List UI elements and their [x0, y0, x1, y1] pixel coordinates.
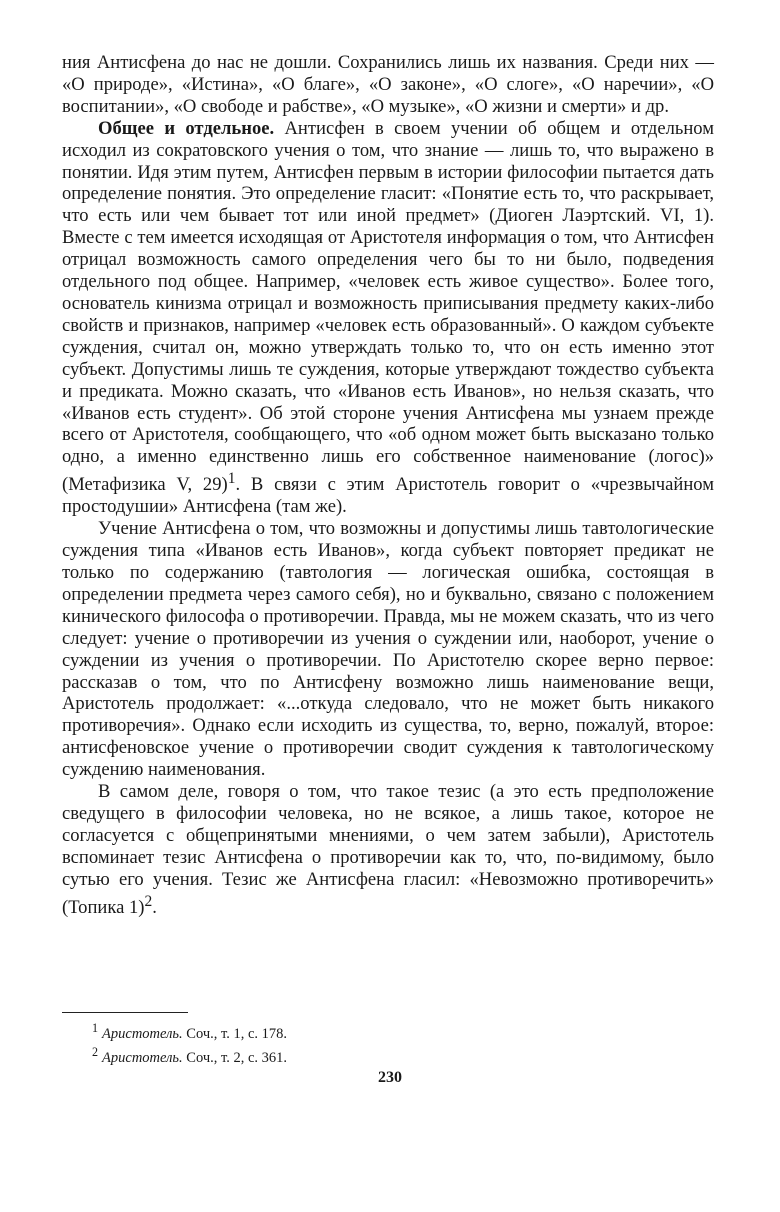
- paragraph: [62, 52, 714, 118]
- footnote-divider: [62, 1012, 188, 1013]
- footnote-author: Аристотель.: [102, 1050, 183, 1067]
- footnote-mark: 2: [92, 1045, 99, 1060]
- paragraph-text: ния Антисфена до нас не дошли. Сохранились лишь их названия. Среди них — «О природе», «Истина», «О благе», «О законе», «О слоге», «О наречии», «О воспитании», «О свободе и рабстве», «О музыке», «О жизни и смерти» и др.: [62, 52, 714, 117]
- footnotes: [62, 1019, 714, 1068]
- paragraph-text: Антисфен в своем учении об общем и отдельном исходил из сократовского учения о том, что знание — лишь то, что выражено в понятии. Идя этим путем, Антисфен первым в истории философии пытается дать определение понятия. Это определение гласит: «Понятие есть то, что раскрывает, что есть или чем бывает тот или иной предмет» (Диоген Лаэртский. VI, 1). Вместе с тем имеется исходящая от Аристотеля информация о том, что Антисфен отрицал возможность самого определения чего бы то ни было, подведения отдельного под общее. Например, «человек есть живое существо». Более того, основатель кинизма отрицал и возможность приписывания предмету каких-либо свойств и признаков, например «человек есть образованный». О каждом субъекте суждения, считал он, можно утверждать только то, что он есть именно этот субъект. Допустимы лишь те суждения, которые утверждают тождество субъекта и предиката. Можно сказать, что «Иванов есть Иванов», но нельзя сказать, что «Иванов есть студент». Об этой стороне учения Антисфена мы узнаем прежде всего от Аристотеля, сообщающего, что «об одном может быть высказано только одно, а именно единственно лишь его собственное наименование (логос)» (Метафизика V, 29): [62, 117, 714, 496]
- paragraph-text: Учение Антисфена о том, что возможны и допустимы лишь тавтологические суждения типа «Иванов есть Иванов», когда субъект повторяет предикат не только по содержанию (тавтология — логическая ошибка, состоящая в определении предмета через самого себя), но и буквально, связано с положением кинического философа о противоречии. Правда, мы не можем сказать, что из чего следует: учение о противоречии из учения о суждении или, наоборот, учение о суждении из учения о противоречии. По Аристотелю скорее верно первое: рассказав о том, что по Антисфену возможно лишь наименование вещи, Аристотель продолжает: «...откуда следовало, что не может быть никакого противоречия». Однако если исходить из существа, то, верно, пожалуй, второе: антисфеновское учение о противоречии сводит суждения к тавтологическому суждению наименования.: [62, 518, 714, 781]
- paragraph: [62, 781, 714, 919]
- paragraph: [62, 518, 714, 781]
- footnote-mark: 1: [92, 1021, 99, 1035]
- footnote: [62, 1019, 714, 1043]
- section-heading: Общее и отдельное.: [98, 117, 275, 139]
- paragraph-text: .: [152, 896, 157, 918]
- footnote-text: Соч., т. 2, с. 361.: [182, 1050, 288, 1067]
- paragraph: [62, 118, 714, 519]
- page-number: 230: [378, 1069, 402, 1086]
- paragraph-text: В самом деле, говоря о том, что такое тезис (а это есть предположение сведущего в философии человека, но не всякое, а лишь такое, которое не согласуется с общепринятыми мнениями, о чем затем забыли), Аристотель вспоминает тезис Антисфена о противоречии как то, что, по-видимому, было сутью его учения. Тезис же Антисфена гласил: «Невозможно противоречить» (Топика 1): [62, 781, 714, 918]
- footnote-author: Аристотель.: [102, 1025, 183, 1042]
- body-text: [62, 52, 714, 919]
- paragraph-text: . В связи с этим Аристотель говорит о «чрезвычайном простодушии» Антисфена (там же).: [62, 474, 714, 518]
- footnote-text: Соч., т. 1, с. 178.: [182, 1025, 288, 1042]
- footnote: [62, 1043, 714, 1067]
- footnote-ref: 1: [227, 470, 236, 488]
- footnote-ref: 2: [144, 892, 153, 910]
